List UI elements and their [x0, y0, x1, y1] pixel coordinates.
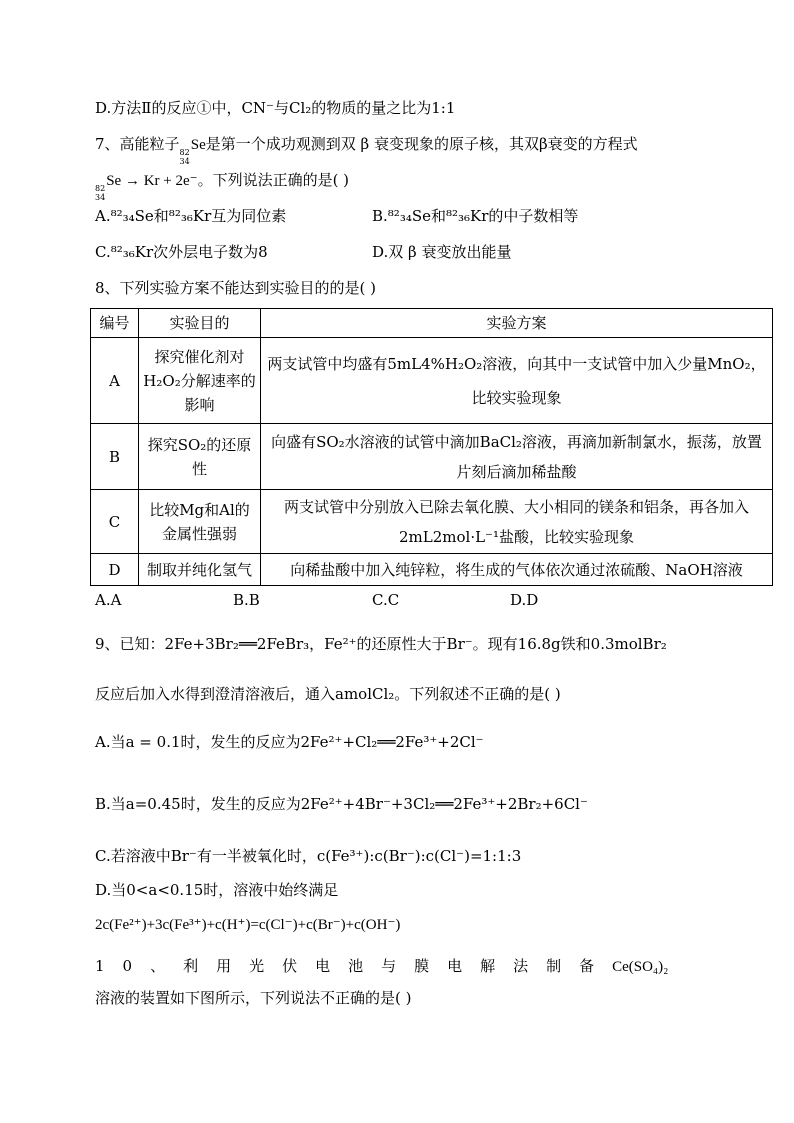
q7-option-b-text: B.⁸²₃₄Se和⁸²₃₆Kr的中子数相等: [372, 207, 579, 225]
q7-atomic-number: 34: [179, 157, 190, 166]
q7-mass-number: 82: [179, 148, 190, 157]
q9-option-d: [95, 880, 338, 900]
q7-option-c: [95, 242, 268, 262]
row-c-plan: 两支试管中分别放入已除去氧化膜、大小相同的镁条和铝条，再各加入2mL2mol·L⁻¹盐酸，比较实验现象: [261, 490, 773, 554]
experiment-table: [90, 308, 773, 586]
q7-option-b: [372, 206, 578, 226]
q8-option-b: [233, 590, 260, 610]
header-id: 编号: [91, 309, 139, 338]
q7-equation: Se → Kr + 2e⁻: [106, 173, 198, 189]
row-a-id: A: [91, 338, 139, 424]
q9-option-c-text: C.若溶液中Br⁻有一半被氧化时，c(Fe³⁺):c(Br⁻):c(Cl⁻)=1:1:3: [95, 847, 522, 865]
q9-option-d-text: D.当0<a<0.15时，溶液中始终满足: [95, 881, 339, 899]
q6-option-d-text: D.方法Ⅱ的反应①中，CN⁻与Cl₂的物质的量之比为1:1: [95, 99, 456, 117]
q7-isotope-notation: [180, 148, 190, 166]
table-row: [91, 554, 773, 586]
q9-stem-line1: [95, 634, 667, 654]
row-b-plan: 向盛有SO₂水溶液的试管中滴加BaCl₂溶液，再滴加新制氯水，振荡，放置片刻后滴加稀盐酸: [261, 424, 773, 490]
q10-stem-line1-text: 10、利用光伏电池与膜电解法制备: [95, 957, 613, 975]
q7-option-c-text: C.⁸²₃₆Kr次外层电子数为8: [95, 243, 268, 261]
q7-option-a-text: A.⁸²₃₄Se和⁸²₃₆Kr互为同位素: [95, 207, 287, 225]
q9-option-b: [95, 794, 588, 814]
q9-option-c: [95, 846, 521, 866]
header-purpose: 实验目的: [139, 309, 261, 338]
header-plan: 实验方案: [261, 309, 773, 338]
q9-stem-line2: [95, 684, 561, 704]
q6-option-d: [95, 98, 455, 118]
q9-option-b-text: B.当a=0.45时，发生的反应为2Fe²⁺+4Br⁻+3Cl₂══2Fe³⁺+2Br₂+6Cl⁻: [95, 795, 588, 813]
table-row: [91, 338, 773, 424]
table-header-row: [91, 309, 773, 338]
q9-stem-line1-text: 9、已知：2Fe+3Br₂══2FeBr₃，Fe²⁺的还原性大于Br⁻。现有16.8g铁和0.3molBr₂: [95, 635, 667, 653]
row-d-purpose: 制取并纯化氢气: [139, 554, 261, 586]
q7-equation-tail: 。下列说法正确的是( ): [197, 171, 350, 189]
q7-stem-prefix: 7、高能粒子: [95, 135, 180, 153]
q7-eq-se-iso: 82 34: [95, 184, 106, 202]
q10-formula: Ce(SO₄)₂: [612, 959, 669, 975]
q8-option-c-text: C.C: [372, 591, 400, 609]
row-a-plan: 两支试管中均盛有5mL4%H₂O₂溶液，向其中一支试管中加入少量MnO₂，比较实验现象: [261, 338, 773, 424]
row-c-id: C: [91, 490, 139, 554]
q7-option-d-text: D.双 β 衰变放出能量: [372, 243, 512, 261]
row-d-plan: 向稀盐酸中加入纯锌粒，将生成的气体依次通过浓硫酸、NaOH溶液: [261, 554, 773, 586]
q8-option-b-text: B.B: [233, 591, 260, 609]
q8-option-a: [95, 590, 121, 610]
q7-equation-line: [95, 170, 349, 202]
row-c-purpose: 比较Mg和Al的金属性强弱: [139, 490, 261, 554]
q7-stem: [95, 134, 638, 166]
row-b-id: B: [91, 424, 139, 490]
q7-option-a: [95, 206, 286, 226]
table-row: [91, 424, 773, 490]
q8-stem-text: 8、下列实验方案不能达到实验目的的是( ): [95, 279, 377, 297]
q10-stem-line2-text: 溶液的装置如下图所示，下列说法不正确的是( ): [95, 989, 412, 1007]
row-d-id: D: [91, 554, 139, 586]
q8-option-d: [510, 590, 538, 610]
q10-stem-line1: [95, 956, 668, 977]
q9-option-d-equation: [95, 914, 400, 935]
q9-option-d-eq-text: 2c(Fe²⁺)+3c(Fe³⁺)+c(H⁺)=c(Cl⁻)+c(Br⁻)+c(OH⁻): [95, 917, 401, 933]
q10-stem-line2: [95, 988, 411, 1008]
q9-option-a-text: A.当a = 0.1时，发生的反应为2Fe²⁺+Cl₂══2Fe³⁺+2Cl⁻: [95, 733, 484, 751]
q7-stem-suffix: 是第一个成功观测到双 β 衰变现象的原子核，其双β衰变的方程式: [205, 135, 638, 153]
q7-element: Se: [190, 137, 206, 153]
row-a-purpose: 探究催化剂对H₂O₂分解速率的影响: [139, 338, 261, 424]
q7-option-d: [372, 242, 511, 262]
q8-stem: [95, 278, 376, 298]
q8-option-a-text: A.A: [95, 591, 122, 609]
q8-option-c: [372, 590, 399, 610]
table-row: [91, 490, 773, 554]
q9-stem-line2-text: 反应后加入水得到澄清溶液后，通入amolCl₂。下列叙述不正确的是( ): [95, 685, 561, 703]
q8-option-d-text: D.D: [510, 591, 539, 609]
q9-option-a: [95, 732, 484, 752]
row-b-purpose: 探究SO₂的还原性: [139, 424, 261, 490]
